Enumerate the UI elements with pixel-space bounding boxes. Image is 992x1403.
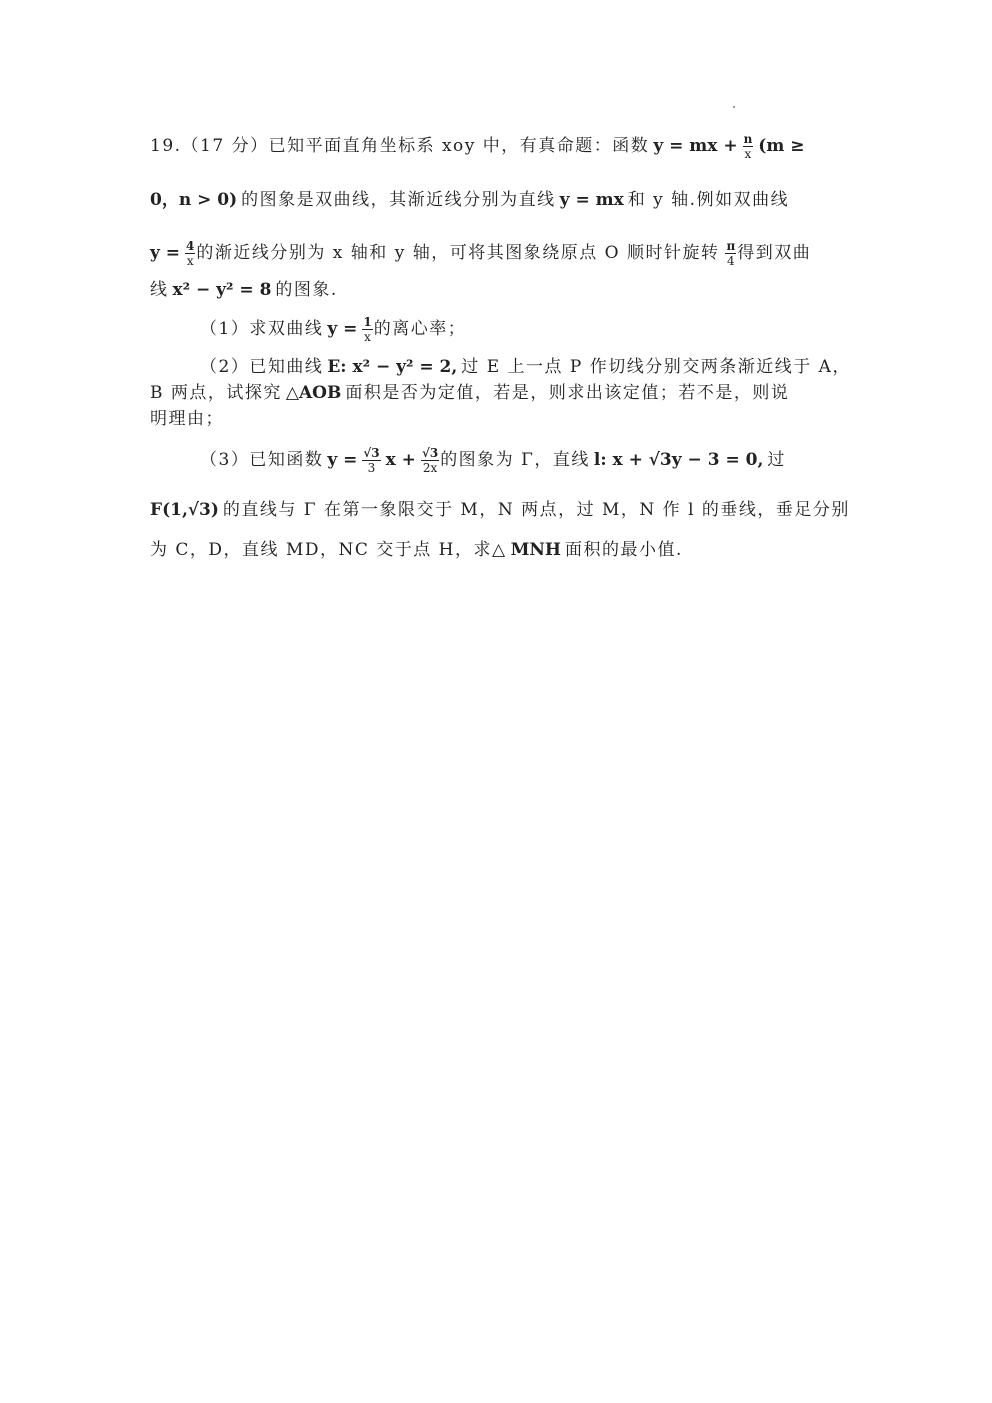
problem-text: 得到双曲 xyxy=(737,243,812,263)
problem-text: 面积是否为定值，若是，则求出该定值；若不是，则说 xyxy=(345,383,790,403)
fraction-numerator: π xyxy=(726,239,736,253)
problem-text: 明理由； xyxy=(150,409,224,429)
problem-text: 为 C，D，直线 MD，NC 交于点 H，求△ xyxy=(150,540,507,560)
problem-text: 面积的最小值. xyxy=(565,540,683,560)
problem-text: 过 E 上一点 P 作切线分别交两条渐近线于 A， xyxy=(461,357,851,377)
math-expression: 0，n > 0) xyxy=(150,190,238,210)
problem-text: 和 y 轴.例如双曲线 xyxy=(627,190,790,210)
fraction xyxy=(362,447,380,474)
fraction xyxy=(362,316,372,343)
math-expression: x² − y² = 8 xyxy=(172,280,272,300)
fraction-numerator: 1 xyxy=(363,315,372,329)
fraction-denominator: x xyxy=(744,147,752,161)
problem-text: 的直线与 Γ 在第一象限交于 M，N 两点，过 M，N 作 l 的垂线，垂足分别 xyxy=(222,500,850,520)
fraction-numerator: 4 xyxy=(186,239,195,253)
problem-text: 19.（17 分）已知平面直角坐标系 xoy 中，有真命题：函数 xyxy=(150,136,650,156)
part-3-line-1 xyxy=(200,447,842,474)
problem-line-2 xyxy=(150,188,842,212)
fraction xyxy=(743,133,754,160)
part-1-line xyxy=(200,316,842,343)
math-expression: y = mx xyxy=(559,190,624,210)
math-expression: △AOB xyxy=(285,383,342,403)
part-2-line-2 xyxy=(150,381,842,405)
fraction-denominator: x xyxy=(186,254,194,268)
math-expression: y = mx + xyxy=(653,136,738,156)
problem-line-4 xyxy=(150,278,842,302)
math-expression: MNH xyxy=(510,540,561,560)
fraction-denominator: x xyxy=(364,330,371,344)
math-expression: E: x² − y² = 2, xyxy=(327,357,458,377)
part-2-line-1 xyxy=(200,355,851,379)
problem-text: （2）已知曲线 xyxy=(200,357,324,377)
part-2-line-3 xyxy=(150,407,842,431)
fraction-numerator: √3 xyxy=(421,446,439,460)
math-expression: y = xyxy=(327,319,358,339)
math-expression: (m ≥ xyxy=(758,136,805,156)
problem-text: 过 xyxy=(767,450,786,470)
problem-line-3 xyxy=(150,240,842,267)
fraction-numerator: n xyxy=(743,132,753,146)
fraction-numerator: √3 xyxy=(363,446,380,460)
fraction-denominator: 3 xyxy=(367,461,376,475)
part-3-line-3 xyxy=(150,538,842,562)
part-3-line-2 xyxy=(150,498,850,522)
problem-text: 的渐近线分别为 x 轴和 y 轴，可将其图象绕原点 O 顺时针旋转 xyxy=(196,243,720,263)
fraction xyxy=(421,447,439,474)
math-expression: y = xyxy=(150,243,181,263)
problem-text: （1）求双曲线 xyxy=(200,319,324,339)
problem-text: 的图象. xyxy=(275,280,338,300)
math-expression: F(1,√3) xyxy=(150,500,219,520)
problem-text: 的图象为 Γ，直线 xyxy=(440,450,590,470)
fraction xyxy=(725,240,736,267)
math-expression: x + xyxy=(385,450,416,470)
math-expression: y = xyxy=(327,450,358,470)
problem-text: B 两点，试探究 xyxy=(150,383,282,403)
problem-text: 的离心率； xyxy=(373,319,467,339)
problem-text: 线 xyxy=(150,280,169,300)
fraction-denominator: 4 xyxy=(727,254,735,268)
fraction-denominator: 2x xyxy=(422,461,438,475)
scan-speck xyxy=(733,106,735,108)
problem-text: 的图象是双曲线，其渐近线分别为直线 xyxy=(241,190,556,210)
math-expression: l: x + √3y − 3 = 0, xyxy=(593,450,764,470)
problem-text: （3）已知函数 xyxy=(200,450,324,470)
problem-line-1 xyxy=(150,133,842,160)
fraction xyxy=(185,240,195,267)
